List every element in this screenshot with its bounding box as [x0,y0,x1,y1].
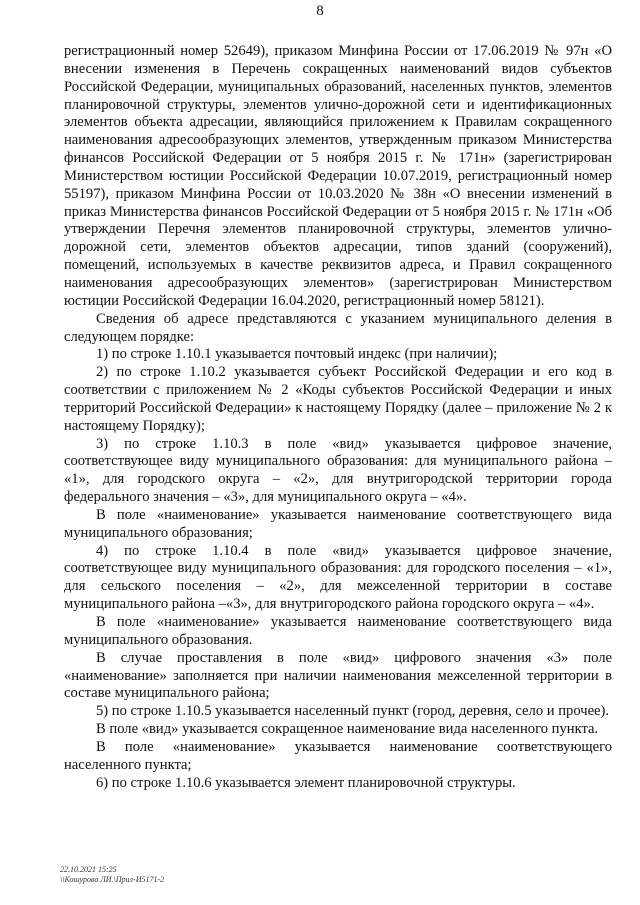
paragraph-item-3: 3) по строке 1.10.3 в поле «вид» указывается цифровое значение, соответствующее виду муниципального образования: для муниципального района – «1», для городского округа – «2», для внутригородской территории города федерального значения – «3», для муниципального округа – «4». [64,435,612,506]
paragraph-continuation: регистрационный номер 52649), приказом Минфина России от 17.06.2019 № 97н «О внесении изменения в Перечень сокращенных наименований видов субъектов Российской Федерации, муниципальных образований, населенных пунктов, элементов планировочной структуры, элементов улично-дорожной сети и идентификационных элементов объекта адресации, являющийся приложением к Правилам сокращенного наименования адресообразующих элементов, утвержденным приказом Министерства финансов Российской Федерации от 5 ноября 2015 г. № 171н» (зарегистрирован Министерством юстиции Российской Федерации 10.07.2019, регистрационный номер 55197), приказом Минфина России от 10.03.2020 № 38н «О внесении изменений в приказ Министерства финансов Российской Федерации от 5 ноября 2015 г. № 171н «Об утверждении Перечня элементов планировочной структуры, элементов улично-дорожной сети, элементов объектов адресации, типов зданий (сооружений), помещений, используемых в качестве реквизитов адреса, и Правил сокращенного наименования адресообразующих элементов» (зарегистрирован Министерством юстиции Российской Федерации 16.04.2020, регистрационный номер 58121). [64,43,612,309]
page-number: 8 [316,3,324,19]
paragraph-item-3-name: В поле «наименование» указывается наименование соответствующего вида муниципального образования; [64,506,612,541]
document-footer [60,865,164,885]
paragraph-item-4: 4) по строке 1.10.4 в поле «вид» указывается цифровое значение, соответствующее виду муниципального образования: для городского поселения – «1», для сельского поселения – «2», для межселенной территории в составе муниципального района –«3», для внутригородского района городского округа – «4». [64,542,612,613]
paragraph-item-5-kind: В поле «вид» указывается сокращенное наименование вида населенного пункта. [96,721,599,738]
paragraph-item-6: 6) по строке 1.10.6 указывается элемент планировочной структуры. [96,774,516,791]
paragraph-item-1: 1) по строке 1.10.1 указывается почтовый индекс (при наличии); [96,346,498,363]
paragraph-item-2: 2) по строке 1.10.2 указывается субъект Российской Федерации и его код в соответствии с приложением № 2 «Коды субъектов Российской Федерации и иных территорий Российской Федерации» к настоящему Порядку (далее – приложение № 2 к настоящему Порядку); [64,364,612,434]
footer-file-path: \\Кошурова ЛИ.\Прил-И5171-2 [60,875,165,884]
paragraph-item-4-note: В случае проставления в поле «вид» цифрового значения «3» поле «наименование» заполняется при наличии наименования межселенной территории в составе муниципального района; [64,649,612,702]
body-text [64,43,612,792]
footer-timestamp: 22.10.2021 15:25 [60,865,117,874]
paragraph-item-5: 5) по строке 1.10.5 указывается населенный пункт (город, деревня, село и прочее). [96,703,610,720]
paragraph-intro: Сведения об адресе представляются с указанием муниципального деления в следующем порядке: [64,310,612,345]
paragraph-item-4-name: В поле «наименование» указывается наименование соответствующего вида муниципального образования. [64,614,612,648]
paragraph-item-5-name: В поле «наименование» указывается наименование соответствующего населенного пункта; [64,738,612,773]
